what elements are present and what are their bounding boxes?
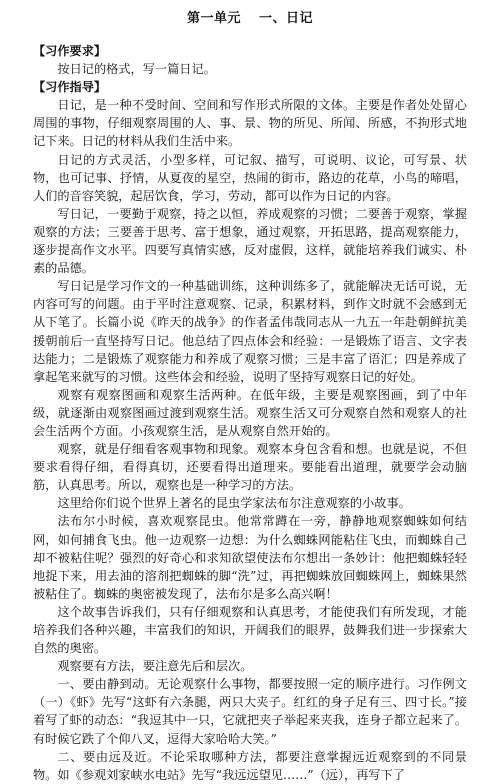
guidance-heading: 【习作指导】 (33, 80, 107, 95)
topic-label: 一、日记 (259, 11, 314, 26)
guidance-paragraph: 这个故事告诉我们，只有仔细观察和认真思考，才能使我们有所发现，才能培养我们各种兴趣，丰富我们的知识，开阔我们的眼界，鼓舞我们进一步探索大自然的奥密。 (33, 604, 467, 656)
guidance-paragraph: 一、要由静到动。无论观察什么事物，都要按照一定的顺序进行。习作例文（一）《虾》先写“这虾有六条腿，两只大夹子。红红的身子足有三、四寸长。”接着写了虾的动态：“我逗其中一只，它就把夹子举起来夹我，连身子都立起来了。有时候它跌了个仰八叉，逗得大家哈哈大笑。” (33, 677, 467, 746)
guidance-paragraph: 观察，就是仔细看客观事物和现象。观察本身包含看和想。也就是说，不但要求看得仔细，看得真切，还要看得出道理来。要能看出道理，就要学会动脑筋，认真思考。所以，观察也是一种学习的方法。 (33, 442, 467, 493)
guidance-paragraph: 日记，是一种不受时间、空间和写作形式所限的文体。主要是作者处处留心周围的事物，仔细观察周围的人、事、景、物的所见、所闻、所感，不拘形式地记下来。日记的材料从我们生活中来。 (33, 98, 467, 149)
unit-label: 第一单元 (186, 11, 241, 26)
page-title (33, 10, 467, 28)
guidance-paragraph: 观察要有方法，要注意先后和层次。 (57, 659, 253, 674)
guidance-paragraph: 二、要由远及近。不论采取哪种方法，都要注意掌握远近观察到的不同景物。如《参观刘家峡水电站》先写“我远远望见……”（远），再写下了 (33, 749, 467, 782)
guidance-paragraph: 写日记，一要勤于观察，持之以恒，养成观察的习惯；二要善于观察，掌握观察的方法；三要善于思考、富于想象，通过观察，开拓思路，提高观察能力，逐步提高作文水平。四要写真情实感，反对虚假，这样，就能培养我们诚实、朴素的品德。 (33, 206, 467, 276)
requirement-heading: 【习作要求】 (33, 44, 107, 58)
guidance-paragraph: 这里给你们说个世界上著名的昆虫学家法布尔注意观察的小故事。 (57, 496, 411, 511)
guidance-paragraph: 写日记是学习作文的一种基础训练，这种训练多了，就能解决无话可说，无内容可写的问题。由于平时注意观察、记录，积累材料，到作文时就不会感到无从下笔了。长篇小说《昨天的战争》的作者孟伟哉同志从一九五一年赴朝鲜抗美援朝前后一直坚持写日记。他总结了四点体会和经验：一是锻炼了语言、文字表达能力；二是锻炼了观察能力和养成了观察习惯；三是丰富了语汇；四是养成了拿起笔来就写的习惯。这些体会和经验，说明了坚持写观察日记的好处。 (33, 279, 467, 384)
guidance-paragraph: 观察有观察图画和观察生活两种。在低年级，主要是观察图画，到了中年级，就逐渐由观察图画过渡到观察生活。观察生活又可分观察自然和观察人的社会生活两个方面。小孩观察生活，是从观察自然开始的。 (33, 387, 467, 438)
requirement-text: 按日记的格式，写一篇日记。 (57, 62, 216, 77)
guidance-paragraph: 日记的方式灵活，小型多样，可记叙、描写，可说明、议论，可写景、状物，也可记事、抒情，从夏夜的星空，热闹的街市，路边的花草，小鸟的啼唱，人们的音容笑貌，起居饮食，学习，劳动，都可以作为日记的内容。 (33, 152, 467, 203)
guidance-paragraph: 法布尔小时候，喜欢观察昆虫。他常常蹲在一旁，静静地观察蜘蛛如何结网，如何捕食飞虫。他一边观察一边想：为什么蜘蛛网能粘住飞虫，而蜘蛛自己却不被粘住呢？强烈的好奇心和求知欲望使法布尔想出一条妙计：他把蜘蛛轻轻地捉下来，用去油的溶剂把蜘蛛的脚“洗”过，再把蜘蛛放回蜘蛛网上，蜘蛛果然被粘住了。蜘蛛的奥密被发现了，法布尔是多么高兴啊！ (33, 514, 467, 601)
